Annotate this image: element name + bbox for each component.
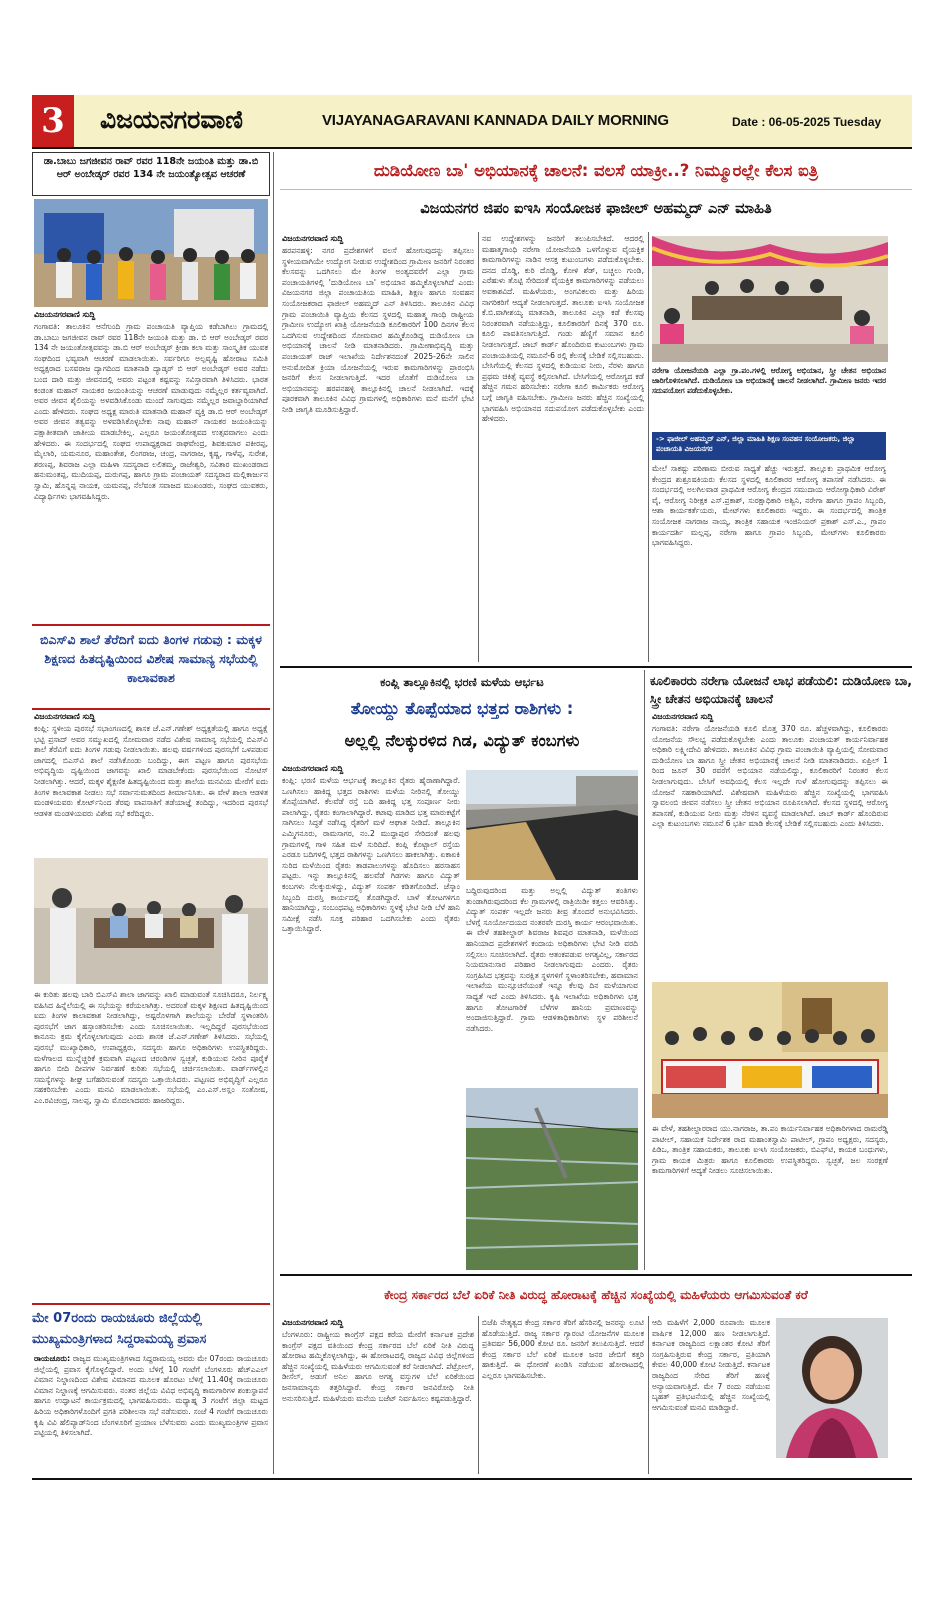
dudiyona-col2: ನವ ಉದ್ದೇಶಗಳನ್ನು ಜನರಿಗೆ ತಲುಪಿಸಬೇಕಿದೆ. ಆದರಲ್ಲಿ ಮಹಾತ್ಮಗಾಂಧಿ ನರೇಗಾ ಯೋಜನೆಯಡಿ ಒಳಗೊಳ್ಳುವ ವೈಯಕ್ತಿಕ ಕಾಮಗಾರಿಗಳನ್ನು ನಾಡಿನ ಆಸಕ್ತ ಕುಟುಂಬಗಳು ಪಡೆದುಕೊಳ್ಳಬೇಕು. ದನದ ದೊಡ್ಡಿ, ಕುರಿ ದೊಡ್ಡಿ, ಕೋಳಿ ಶೆಡ್, ಬಚ್ಚಲು ಗುಂಡಿ, ಎರೆಹುಳು ತೊಟ್ಟಿ ಸೇರಿದಂತೆ ವೈಯಕ್ತಿಕ ಕಾಮಗಾರಿಗಳನ್ನು ಪಡೆಯಲು ಅವಕಾಶವಿದೆ. ಮಹಿಳೆಯರು, ಅಂಗವಿಕಲರು ಮತ್ತು ಹಿರಿಯ ನಾಗರಿಕರಿಗೆ ಆದ್ಯತೆ ನೀಡಲಾಗುತ್ತದೆ. ತಾಲೂಕು ಐಇಸಿ ಸಂಯೋಜಕ ಕೆ.ಬಿ.ವಾಗೀಶಯ್ಯ ಮಾತನಾಡಿ, ತಾಲೂಕಿನ ಎಲ್ಲಾ ಕಡೆ ಕೆಲಸವು ನಿರಂತರವಾಗಿ ನಡೆಯುತ್ತಿದ್ದು, ಕೂಲಿಕಾರರಿಗೆ ದಿನಕ್ಕೆ 370 ರೂ. ಕೂಲಿ ಪಾವತಿಸಲಾಗುತ್ತಿದೆ. ಗಂಡು ಹೆಣ್ಣಿಗೆ ಸಮಾನ ಕೂಲಿ ನೀಡಲಾಗುತ್ತದೆ. ಜಾಬ್ ಕಾರ್ಡ್ ಹೊಂದಿರುವ ಕುಟುಂಬಗಳು ಗ್ರಾಮ ಪಂಚಾಯತಿಯಲ್ಲಿ ನಮೂನೆ-6 ರಲ್ಲಿ ಕೆಲಸಕ್ಕೆ ಬೇಡಿಕೆ ಸಲ್ಲಿಸಬಹುದು. ಬೇಸಿಗೆಯಲ್ಲಿ ಕೆಲಸದ ಸ್ಥಳದಲ್ಲಿ ಕುಡಿಯುವ ನೀರು, ನೆರಳು ಹಾಗೂ ಪ್ರಥಮ ಚಿಕಿತ್ಸೆ ವ್ಯವಸ್ಥೆ ಕಲ್ಪಿಸಲಾಗಿದೆ. ಬೇಸಿಗೆಯಲ್ಲಿ ಆರೋಗ್ಯದ ಕಡೆ ಹೆಚ್ಚಿನ ಗಮನ ಹರಿಸಬೇಕು: ನರೇಗಾ ಕೂಲಿ ಕಾರ್ಮಿಕರು ಆರೋಗ್ಯ ಬಗ್ಗೆ ಜಾಗೃತಿ ವಹಿಸಬೇಕು. ಗ್ರಾಮೀಣ ಜನರು ಹೆಚ್ಚಿನ ಸಂಖ್ಯೆಯಲ್ಲಿ ಭಾಗವಹಿಸಿ ಅಭಿಯಾನದ ಸದುಪಯೋಗ ಪಡೆದುಕೊಳ್ಳಬೇಕು ಎಂದು ಹೇಳಿದರು.	[482, 234, 644, 424]
nrega-headline: ಕೂಲಿಕಾರರು ನರೇಗಾ ಯೋಜನೆ ಲಾಭ ಪಡೆಯಲಿ: ದುಡಿಯೋಣ ಬಾ, ಸ್ತ್ರೀ ಚೇತನ ಅಭಿಯಾನಕ್ಕೆ ಚಾಲನೆ	[650, 674, 912, 706]
dudiyona-quote-credit: -> ಫಾಜೀಲ್ ಅಹಮ್ಮದ್ ಎನ್, ಜಿಲ್ಲಾ ಮಾಹಿತಿ ಶಿಕ್ಷಣ ಸಂವಹನ ಸಂಯೋಜಕರು, ಜಿಲ್ಲಾ ಪಂಚಾಯತಿ ವಿಜಯನಗರ	[652, 432, 886, 460]
cm-body-box	[34, 1354, 268, 1474]
nrega-photo	[652, 982, 888, 1118]
rain-photo-road	[466, 770, 638, 880]
school-body: ಕಂಪ್ಲಿ: ಸ್ಥಳೀಯ ಪುರಸಭೆ ಸಭಾಂಗಣದಲ್ಲಿ ಶಾಸಕ ಜೆ.ಎನ್.ಗಣೇಶ್ ಅಧ್ಯಕ್ಷತೆಯಲ್ಲಿ ಹಾಗೂ ಅಧ್ಯಕ್ಷೆ ಭಟ್ಟಿ ಪ್ರಸಾದ್ ಅವರ ಸಮ್ಮುಖದಲ್ಲಿ ಸೋಮವಾರ ನಡೆದ ವಿಶೇಷ ಸಾಮಾನ್ಯ ಸಭೆಯಲ್ಲಿ ಬಿಎಸ್‌ವಿ ಶಾಲೆ ತೆರೆವಿಗೆ ಐದು ತಿಂಗಳ ಗಡುವು ನೀಡಲಾಯಿತು. ಹಲವು ವರ್ಷಗಳಿಂದ ಪುರಸಭೆಗೆ ಒಳಪಡುವ ಜಾಗದಲ್ಲಿ ಬಿಎಸ್‌ವಿ ಶಾಲೆ ನಡೆಸಿಕೊಂಡು ಬಂದಿದ್ದು, ಈಗ ಪಟ್ಟಣ ಹಾಗೂ ಪುರಸಭೆಯ ಅಭಿವೃದ್ಧಿಯ ದೃಷ್ಟಿಯಿಂದ ಜಾಗವನ್ನು ಖಾಲಿ ಮಾಡಬೇಕೆಂದು ಪುರಸಭೆಯಿಂದ ನೋಟಿಸ್ ನೀಡಲಾಗಿತ್ತು. ಆದರೆ, ಮಕ್ಕಳ ಶೈಕ್ಷಣಿಕ ಹಿತದೃಷ್ಟಿಯಿಂದ ಮತ್ತು ಶಾಲೆಯ ಮನವಿಯ ಮೇರೆಗೆ ಐದು ತಿಂಗಳ ಕಾಲಾವಕಾಶ ನೀಡಲು ಸಭೆ ಸರ್ವಾನುಮತದಿಂದ ತೀರ್ಮಾನಿಸಿತು. ಈ ವೇಳೆ ಶಾಲಾ ಆಡಳಿತ ಮಂಡಳಿಯವರು ಕೋರ್ಟ್‌ನಿಂದ ತೆರವು ವಾಪಸಾತಿಗೆ ತಡೆಯಾಜ್ಞೆ ತಂದಿದ್ದು, ಇದರಿಂದ ಪುರಸಭೆ ಆಡಳಿತ ಮಂಡಳಿಯವರು ವಿಶೇಷ ಸಭೆ ಕರೆದಿದ್ದರು.	[34, 724, 268, 818]
rain-kicker: ಕಂಪ್ಲಿ ತಾಲ್ಲೂಕಿನಲ್ಲಿ ಭರಣಿ ಮಳೆಯ ಆರ್ಭಟ	[380, 675, 544, 689]
dudiyona-col3: ಮೇಲೆ ಸಾಕಷ್ಟು ಪರಿಣಾಮ ಬೀರುವ ಸಾಧ್ಯತೆ ಹೆಚ್ಚು ಇರುತ್ತದೆ. ತಾಲ್ಲೂಕು ಪ್ರಾಥಮಿಕ ಆರೋಗ್ಯ ಕೇಂದ್ರದ ಶುಶ್ರೂಷಕಿಯರು ಕೆಲಸದ ಸ್ಥಳದಲ್ಲಿ ಕೂಲಿಕಾರರ ಆರೋಗ್ಯ ತಪಾಸಣೆ ನಡೆಸಿದರು. ಈ ಸಂದರ್ಭದಲ್ಲಿ ಅಲಗಿಲವಾಡ ಪ್ರಾಥಮಿಕ ಆರೋಗ್ಯ ಕೇಂದ್ರದ ಸಮುದಾಯ ಆರೋಗ್ಯಾಧಿಕಾರಿ ವಿರೇಶ್ ವೈ, ಆರೋಗ್ಯ ನಿರೀಕ್ಷಕ ಎಸ್.ಪ್ರಕಾಶ್, ಸುರಕ್ಷಾಧಿಕಾರಿ ಅಶ್ವಿನಿ, ನರೇಗಾ ಹಾಗೂ ಗ್ರಾಪಂ ಸಿಬ್ಬಂದಿ, ಆಶಾ ಕಾರ್ಯಕರ್ತೆಯರು, ಮೇಟ್‌ಗಳು ಕೂಲಿಕಾರರು ಇದ್ದರು. ಈ ಸಂದರ್ಭದಲ್ಲಿ ತಾಂತ್ರಿಕ ಸಂಯೋಜಕ ನಾಗರಾಜ ನಾಯ್ಕ, ತಾಂತ್ರಿಕ ಸಹಾಯಕ ಇಂಜಿನಿಯರ್ ಪ್ರಕಾಶ್ ಎಸ್.ಎ., ಗ್ರಾಪಂ ಕಾರ್ಯದರ್ಶಿ ಮಲ್ಲಪ್ಪ, ನರೇಗಾ ಹಾಗೂ ಗ್ರಾಪಂ ಸಿಬ್ಬಂದಿ, ಮೇಟ್‌ಗಳು ಕೂಲಿಕಾರರು ಭಾಗವಹಿಸಿದ್ದರು.	[652, 464, 886, 548]
rule-above-protest	[280, 1274, 912, 1276]
dudiyona-photo-caption: ನರೇಗಾ ಯೋಜನೆಯಡಿ ಎಲ್ಲಾ ಗ್ರಾ.ಪಂ.ಗಳಲ್ಲಿ ಆರೋಗ್ಯ ಅಭಿಯಾನ, ಸ್ತ್ರೀ ಚೇತನ ಅಭಿಯಾನ ಜಾರಿಗೊಳಿಸಲಾಗಿದೆ. ದುಡಿಯೋಣ ಬಾ ಅಭಿಯಾನಕ್ಕೆ ಚಾಲನೆ ನೀಡಲಾಗಿದೆ. ಗ್ರಾಮೀಣ ಜನರು ಇದರ ಸದುಪಯೋಗ ಪಡೆದುಕೊಳ್ಳಬೇಕು.	[652, 366, 886, 395]
rain-byline: ವಿಜಯನಗರವಾಣಿ ಸುದ್ದಿ	[282, 764, 344, 773]
rain-col2: ಬದ್ದಿರುವುದರಿಂದ ಮತ್ತು ಅಲ್ಲಲ್ಲಿ ವಿದ್ಯುತ್ ತಂತಿಗಳು ತುಂಡಾಗಿರುವುದರಿಂದ ಕೆಲ ಗ್ರಾಮಗಳಲ್ಲಿ ರಾತ್ರಿಯಿಡೀ ಕತ್ತಲು ಆವರಿಸಿತ್ತು. ವಿದ್ಯುತ್ ಸಂಪರ್ಕ ಇಲ್ಲದೇ ಜನರು ತೀವ್ರ ತೊಂದರೆ ಅನುಭವಿಸಿದರು. ಬೆಳಗ್ಗೆ ಸೂರ್ಯೋದಯದ ನಂತರವೇ ದುರಸ್ತಿ ಕಾರ್ಯ ಆರಂಭವಾಯಿತು. ಈ ವೇಳೆ ತಹಶೀಲ್ದಾರ್ ಶಿವರಾಜ ಶಿವಪುರ ಮಾತನಾಡಿ, ಮಳೆಯಿಂದ ಹಾನಿಯಾದ ಪ್ರದೇಶಗಳಿಗೆ ಕಂದಾಯ ಅಧಿಕಾರಿಗಳು ಭೇಟಿ ನೀಡಿ ವರದಿ ಸಲ್ಲಿಸಲು ಸೂಚಿಸಲಾಗಿದೆ. ರೈತರು ಆತಂಕಪಡುವ ಅಗತ್ಯವಿಲ್ಲ, ಸರ್ಕಾರದ ನಿಯಮಾನುಸಾರ ಪರಿಹಾರ ನೀಡಲಾಗುವುದು ಎಂದರು. ರೈತರು ಸಂಗ್ರಹಿಸಿದ ಭತ್ತವನ್ನು ಸುರಕ್ಷಿತ ಸ್ಥಳಗಳಿಗೆ ಸ್ಥಳಾಂತರಿಸಬೇಕು, ಹವಾಮಾನ ಇಲಾಖೆಯ ಮುನ್ಸೂಚನೆಯಂತೆ ಇನ್ನೂ ಕೆಲವು ದಿನ ಮಳೆಯಾಗುವ ಸಾಧ್ಯತೆ ಇದೆ ಎಂದು ತಿಳಿಸಿದರು. ಕೃಷಿ ಇಲಾಖೆಯ ಅಧಿಕಾರಿಗಳು ಭತ್ತ ಹಾಗೂ ತೋಟಗಾರಿಕೆ ಬೆಳೆಗಳ ಹಾನಿಯ ಪ್ರಮಾಣವನ್ನು ಅಂದಾಜಿಸುತ್ತಿದ್ದಾರೆ. ಗ್ರಾಮ ಆಡಳಿತಾಧಿಕಾರಿಗಳು ಸ್ಥಳ ಪರಿಶೀಲನೆ ನಡೆಸಿದರು.	[466, 886, 638, 1033]
cm-body: ರಾಜ್ಯದ ಮುಖ್ಯಮಂತ್ರಿಗಳಾದ ಸಿದ್ದರಾಮಯ್ಯ ಅವರು ಮೇ 07ರಂದು ರಾಯಚೂರು ಜಿಲ್ಲೆಯಲ್ಲಿ ಪ್ರವಾಸ ಕೈಗೊಳ್ಳಲಿದ್ದಾರೆ. ಅಂದು ಬೆಳಿಗ್ಗೆ 10 ಗಂಟೆಗೆ ಬೆಂಗಳೂರು ಹೆಚ್‌ಎಎಲ್ ವಿಮಾನ ನಿಲ್ದಾಣದಿಂದ ವಿಶೇಷ ವಿಮಾನದ ಮೂಲಕ ಹೊರಟು ಬೆಳಿಗ್ಗೆ 11.40ಕ್ಕೆ ರಾಯಚೂರು ವಿಮಾನ ನಿಲ್ದಾಣಕ್ಕೆ ಆಗಮಿಸುವರು. ನಂತರ ಜಿಲ್ಲೆಯ ವಿವಿಧ ಅಭಿವೃದ್ಧಿ ಕಾಮಗಾರಿಗಳ ಶಂಕುಸ್ಥಾಪನೆ ಹಾಗೂ ಉದ್ಘಾಟನೆ ಕಾರ್ಯಕ್ರಮದಲ್ಲಿ ಭಾಗವಹಿಸುವರು. ಮಧ್ಯಾಹ್ನ 3 ಗಂಟೆಗೆ ಜಿಲ್ಲಾ ಮಟ್ಟದ ಹಿರಿಯ ಅಧಿಕಾರಿಗಳೊಂದಿಗೆ ಪ್ರಗತಿ ಪರಿಶೀಲನಾ ಸಭೆ ನಡೆಸುವರು. ಸಂಜೆ 4 ಗಂಟೆಗೆ ರಾಯಚೂರು ಕೃಷಿ ವಿವಿ ಹೆಲಿಪ್ಯಾಡ್‌ನಿಂದ ಬೆಂಗಳೂರಿಗೆ ಪ್ರಯಾಣ ಬೆಳೆಸುವರು ಎಂದು ಮುಖ್ಯಮಂತ್ರಿಗಳ ಪ್ರವಾಸ ಪಟ್ಟಿಯಲ್ಲಿ ತಿಳಿಸಲಾಗಿದೆ.	[34, 1354, 268, 1438]
school-byline: ವಿಜಯನಗರವಾಣಿ ಸುದ್ದಿ	[34, 712, 96, 721]
dudiyona-col1: ಹರಪನಹಳ್ಳಿ: ನಗರ ಪ್ರದೇಶಗಳಿಗೆ ವಲಸೆ ಹೋಗುವುದನ್ನು ತಪ್ಪಿಸಲು ಸ್ಥಳೀಯವಾಗಿಯೇ ಉದ್ಯೋಗ ನೀಡುವ ಉದ್ದೇಶದಿಂದ ಗ್ರಾಮೀಣ ಜನರಿಗೆ ನಿರಂತರ ಕೆಲಸವನ್ನು ಒದಗಿಸಲು ಮೇ ತಿಂಗಳ ಅಂತ್ಯದವರೆಗೆ ಎಲ್ಲಾ ಗ್ರಾಮ ಪಂಚಾಯತಿಗಳಲ್ಲಿ 'ದುಡಿಯೋಣ ಬಾ' ಅಭಿಯಾನ ಹಮ್ಮಿಕೊಳ್ಳಲಾಗಿದೆ ಎಂದು ವಿಜಯನಗರ ಜಿಲ್ಲಾ ಪಂಚಾಯತಿಯ ಮಾಹಿತಿ, ಶಿಕ್ಷಣ ಹಾಗೂ ಸಂವಹನ ಸಂಯೋಜಕರಾದ ಫಾಜೀಲ್ ಅಹಮ್ಮದ್ ಎನ್ ತಿಳಿಸಿದರು. ತಾಲೂಕಿನ ವಿವಿಧ ಗ್ರಾಮ ಪಂಚಾಯಿತಿ ವ್ಯಾಪ್ತಿಯ ಕೆಲಸದ ಸ್ಥಳದಲ್ಲಿ ಮಹಾತ್ಮ ಗಾಂಧಿ ರಾಷ್ಟ್ರೀಯ ಗ್ರಾಮೀಣ ಉದ್ಯೋಗ ಖಾತ್ರಿ ಯೋಜನೆಯಡಿ ಕೂಲಿಕಾರರಿಗೆ 100 ದಿನಗಳ ಕೆಲಸ ಒದಗಿಸುವ ಉದ್ದೇಶದಿಂದ ಸೋಮವಾರ ಹಮ್ಮಿಕೊಂಡಿದ್ದ ದುಡಿಯೋಣ ಬಾ ಅಭಿಯಾನಕ್ಕೆ ಚಾಲನೆ ನೀಡಿ ಮಾತನಾಡಿದರು. ಗ್ರಾಮೀಣಾಭಿವೃದ್ಧಿ ಮತ್ತು ಪಂಚಾಯತ್ ರಾಜ್ ಇಲಾಖೆಯ ನಿರ್ದೇಶನದಂತೆ 2025-26ನೇ ಸಾಲಿನ ಅನುಮೋದಿತ ಕ್ರಿಯಾ ಯೋಜನೆಯಲ್ಲಿ ಇರುವ ಕಾಮಗಾರಿಗಳನ್ನು ಪ್ರಾರಂಭಿಸಿ ಜನರಿಗೆ ಕೆಲಸ ನೀಡಲಾಗುತ್ತಿದೆ. ಇದರ ಜೊತೆಗೆ ದುಡಿಯೋಣ ಬಾ ಅಭಿಯಾನವನ್ನು ಹರಪನಹಳ್ಳಿ ತಾಲ್ಲೂಕಿನಲ್ಲಿ ಚಾಲನೆ ನೀಡಲಾಗಿದೆ. ಇದಕ್ಕೆ ಪೂರಕವಾಗಿ ತಾಲೂಕಿನ ವಿವಿಧ ಗ್ರಾಮಗಳಲ್ಲಿ ಅಧಿಕಾರಿಗಳು ಮನೆ ಮನೆಗೆ ಭೇಟಿ ನೀಡಿ ಜಾಗೃತಿ ಮೂಡಿಸುತ್ತಿದ್ದಾರೆ.	[282, 246, 474, 414]
page-bottom-rule	[32, 1478, 912, 1480]
column-rule-dudiyona-1	[478, 232, 479, 662]
jagjivan-body: ಗಂಗಾವತಿ: ತಾಲೂಕಿನ ಆನೆಗುಂದಿ ಗ್ರಾಮ ಪಂಚಾಯತಿ ವ್ಯಾಪ್ತಿಯ ಕಡೆಬಾಗಿಲು ಗ್ರಾಮದಲ್ಲಿ ಡಾ.ಬಾಬು ಜಗಜೀವನ ರಾವ್ ರವರ 118ನೇ ಜಯಂತಿ ಮತ್ತು ಡಾ. ಬಿ ಆರ್ ಅಂಬೇಡ್ಕರ್ ರವರ 134 ನೇ ಜಯಂತೋತ್ಸವವನ್ನು ಡಾ.ಬಿ ಆರ್ ಅಂಬೇಡ್ಕರ್ ಕ್ರೀಡಾ ಕಲಾ ಮತ್ತು ಸಾಂಸ್ಕೃತಿಕ ಯುವಕ ಸಂಘದಿಂದ ಭವ್ಯವಾಗಿ ಆಚರಣೆ ಮಾಡಲಾಯಿತು. ಸರ್ವರಿಗೂ ಅಲ್ಪವೃಷ್ಟಿ ಹೋರಾಟ ಸಮಿತಿ ಅಧ್ಯಕ್ಷರಾದ ಬಸವರಾಜ ದ್ಯಾಗದಿಂದ ಮಾತನಾಡಿ ದ್ಯಾಡ್ಕರ್ ಬಿ ಆರ್ ಅಂಬೇಡ್ಕರ್ ಅವರ ನಡೆದು ಬಂದ ದಾರಿ ಮತ್ತು ಜೀವನದಲ್ಲಿ ಅವರು ಪಟ್ಟಂತ ಕಷ್ಟವನ್ನು ಸವಿಸ್ತಾರವಾಗಿ ತಿಳಿಸಿದರು. ಭಾರತ ಕಂಡಂತ ಮಹಾನ್ ನಾಯಕರ ಜಯಂತಿಯನ್ನು ಆಚರಣೆ ಮಾಡುವುದು ನಮ್ಮೆಲ್ಲರ ಕರ್ತವ್ಯವಾಗಿದೆ. ಅವರ ಜೀವನ ಶೈಲಿಯನ್ನು ಅಳವಡಿಸಿಕೊಂಡು ಮುಂದೆ ಸಾಗುವುದು ನಮ್ಮೆಲ್ಲರ ಜವಾಬ್ದಾರಿಯಾಗಿದೆ ಎಂದು ಹೇಳಿದರು. ಸಂಘದ ಅಧ್ಯಕ್ಷ ಮಾರುತಿ ಮಾತನಾಡಿ ಮಹಾನ್ ವ್ಯಕ್ತಿ ಡಾ.ಬಿ ಆರ್ ಅಂಬೇಡ್ಕರ್ ಅವರ ಜೀವನ ತತ್ವವನ್ನು ಅಳವಡಿಸಿಕೊಳ್ಳಬೇಕು ನಾವು ಮಹಾನ್ ನಾಯಕರ ಜಯಂತಿಯನ್ನು ಪಕ್ಷಾತೀತವಾಗಿ ಜಾತೀಯ ಮಾಡಬೇಕಿಲ್ಲ. ಎಲ್ಲರೂ ಜಯಂತೋತ್ಸವದ ಉತ್ಸವವಾಗಲು ಎಂದು ಹೇಳಿದರು. ಈ ಸಂದರ್ಭದಲ್ಲಿ ಸಂಘದ ಉಪಾಧ್ಯಕ್ಷರಾದ ರಾಘವೇಂದ್ರ, ಶಿವಕುಮಾರ ಪಕೀರಪ್ಪ, ಮೈಲಾರಿ, ಯಮನೂರ, ಮಹಾಂತೇಶ, ಲಿಂಗರಾಜ, ಚಂದ್ರ, ನಾಗರಾಜ, ಕೃಷ್ಣ, ಗಾಳೆಪ್ಪ, ಸುರೇಶ, ಶರಣಪ್ಪ, ಶಿವರಾಜ ಎಲ್ಲಾ ಮಹಿಳಾ ಸದಸ್ಯರಾದ ಲಲಿತಮ್ಮ, ರಾಜೇಶ್ವರಿ, ಸವಿತಾರ ಮುಖಂಡರಾದ ಹನುಮಂತಪ್ಪ, ಮುದಿಯಪ್ಪ, ದುರುಗಪ್ಪ, ಹಾಗೂ ಗ್ರಾಮ ಪಂಚಾಯತ್ ಸದಸ್ಯರಾದ ಮಲ್ಲಿಕಾರ್ಜುನ ಸ್ವಾಮಿ, ಹೊನ್ನಪ್ಪ ನಾಯಕ, ಯಮನಪ್ಪ, ನೆಲೆವಂತ ಸವಾಜದ ಮುಖಂಡರು, ಸಂಘದ ಯುವಕರು, ವಿದ್ಯಾರ್ಥಿಗಳು ಭಾಗವಹಿಸಿದ್ದರು.	[34, 322, 268, 501]
dudiyona-photo	[652, 236, 888, 362]
paper-name-english: VIJAYANAGARAVANI KANNADA DAILY MORNING	[322, 112, 669, 129]
cm-byline: ರಾಯಚೂರು:	[34, 1354, 71, 1363]
column-rule-protest-2	[648, 1316, 649, 1474]
page-number: 3	[32, 95, 74, 147]
column-rule-left	[273, 152, 274, 1474]
dudiyona-subheadline: ವಿಜಯನಗರ ಜಿಪಂ ಐಇಸಿ ಸಂಯೋಜಕ ಫಾಜೀಲ್ ಅಹಮ್ಮದ್ ಎನ್ ಮಾಹಿತಿ	[420, 201, 772, 217]
school-photo	[34, 858, 268, 984]
column-rule-rain	[644, 670, 645, 1270]
jagjivan-headline: ಡಾ.ಬಾಬು ಜಗಜೀವನ ರಾವ್ ರವರ 118ನೇ ಜಯಂತಿ ಮತ್ತು ಡಾ.ಬಿ ಆರ್ ಅಂಬೇಡ್ಕರ್ ರವರ 134 ನೇ ಜಯಂತ್ಯೋತ್ಸವ ಆಚರಣೆ	[32, 152, 270, 196]
rain-subheadline: ಅಲ್ಲಲ್ಲಿ ನೆಲಕ್ಕುರಳಿದ ಗಿಡ, ವಿದ್ಯುತ್ ಕಂಬಗಳು	[344, 731, 580, 750]
dudiyona-byline: ವಿಜಯನಗರವಾಣಿ ಸುದ್ದಿ	[282, 234, 344, 243]
rule-under-dudiyona	[280, 666, 912, 668]
cm-headline-box	[32, 1303, 270, 1353]
school-headline-box	[32, 624, 270, 710]
school-headline: ಬಿಎಸ್‌ವಿ ಶಾಲೆ ತೆರೆದಿಗೆ ಐದು ತಿಂಗಳ ಗಡುವು : ಮಕ್ಕಳ ಶಿಕ್ಷಣದ ಹಿತದೃಷ್ಟಿಯಿಂದ ವಿಶೇಷ ಸಾಮಾನ್ಯ ಸಭೆಯಲ್ಲಿ ಕಾಲಾವಕಾಶ	[40, 632, 262, 685]
jagjivan-byline: ವಿಜಯನಗರವಾಣಿ ಸುದ್ದಿ	[34, 310, 96, 319]
nrega-byline: ವಿಜಯನಗರವಾಣಿ ಸುದ್ದಿ	[652, 712, 714, 721]
nrega-body: ಗಂಗಾವತಿ: ನರೇಗಾ ಯೋಜನೆಯಡಿ ಕೂಲಿ ಮೊತ್ತ 370 ರೂ. ಹೆಚ್ಚಳವಾಗಿದ್ದು, ಕೂಲಿಕಾರರು ಯೋಜನೆಯ ಸೌಲಭ್ಯ ಪಡೆದುಕೊಳ್ಳಬೇಕು ಎಂದು ತಾಲೂಕು ಪಂಚಾಯತ್ ಕಾರ್ಯನಿರ್ವಾಹಕ ಅಧಿಕಾರಿ ಲಕ್ಷ್ಮೀದೇವಿ ಹೇಳಿದರು. ತಾಲೂಕಿನ ವಿವಿಧ ಗ್ರಾಮ ಪಂಚಾಯಿತಿ ವ್ಯಾಪ್ತಿಯಲ್ಲಿ ಸೋಮವಾರ ದುಡಿಯೋಣ ಬಾ ಹಾಗೂ ಸ್ತ್ರೀ ಚೇತನ ಅಭಿಯಾನಕ್ಕೆ ಚಾಲನೆ ನೀಡಿ ಮಾತನಾಡಿದರು. ಏಪ್ರಿಲ್ 1 ರಿಂದ ಜೂನ್ 30 ರವರೆಗೆ ಅಭಿಯಾನ ನಡೆಯಲಿದ್ದು, ಕೂಲಿಕಾರರಿಗೆ ನಿರಂತರ ಕೆಲಸ ನೀಡಲಾಗುವುದು. ಬೇಸಿಗೆ ಅವಧಿಯಲ್ಲಿ ಕೆಲಸ ಇಲ್ಲದೇ ಗುಳೆ ಹೋಗುವುದನ್ನು ತಪ್ಪಿಸಲು ಈ ಯೋಜನೆ ಸಹಕಾರಿಯಾಗಿದೆ. ವಿಶೇಷವಾಗಿ ಮಹಿಳೆಯರು ಹೆಚ್ಚಿನ ಸಂಖ್ಯೆಯಲ್ಲಿ ಭಾಗವಹಿಸಿ ಸ್ವಾವಲಂಬಿ ಜೀವನ ನಡೆಸಲು ಸ್ತ್ರೀ ಚೇತನ ಅಭಿಯಾನ ರೂಪಿಸಲಾಗಿದೆ. ಕೆಲಸದ ಸ್ಥಳದಲ್ಲಿ ಆರೋಗ್ಯ ತಪಾಸಣೆ, ಕುಡಿಯುವ ನೀರು ಮತ್ತು ನೆರಳಿನ ವ್ಯವಸ್ಥೆ ಮಾಡಲಾಗಿದೆ. ಜಾಬ್ ಕಾರ್ಡ್ ಹೊಂದಿರುವ ಎಲ್ಲಾ ಕುಟುಂಬಗಳು ನಮೂನೆ 6 ಭರ್ತಿ ಮಾಡಿ ಕೆಲಸಕ್ಕೆ ಬೇಡಿಕೆ ಸಲ್ಲಿಸಬಹುದು ಎಂದು ತಿಳಿಸಿದರು.	[652, 724, 888, 829]
rain-photo-field	[466, 1088, 638, 1270]
issue-date: Date : 06-05-2025 Tuesday	[732, 115, 882, 129]
protest-col3: ಆದಿ ಮಹಿಳೆಗೆ 2,000 ರೂಪಾಯಿ ಮೂಲಕ ವಾರ್ಷಿಕ 12,000 ಹಣ ನೀಡಲಾಗುತ್ತಿದೆ. ಕರ್ನಾಟಕ ರಾಜ್ಯದಿಂದ ಲಕ್ಷಾಂತರ ಕೋಟಿ ತೆರಿಗೆ ಸಂಗ್ರಹಿಸುತ್ತಿರುವ ಕೇಂದ್ರ ಸರ್ಕಾರ, ಪ್ರತಿಯಾಗಿ ಕೇವಲ 40,000 ಕೋಟಿ ನೀಡುತ್ತಿದೆ. ಕರ್ನಾಟಕ ರಾಜ್ಯದಿಂದ ಸೇರಿದ ತೆರಿಗೆ ಹಣಕ್ಕೆ ಅನ್ಯಾಯವಾಗುತ್ತಿದೆ. ಮೇ 7 ರಂದು ನಡೆಯುವ ಬೃಹತ್ ಪ್ರತಿಭಟನೆಯಲ್ಲಿ ಹೆಚ್ಚಿನ ಸಂಖ್ಯೆಯಲ್ಲಿ ಆಗಮಿಸುವಂತೆ ಮನವಿ ಮಾಡಿದ್ದಾರೆ.	[652, 1318, 770, 1412]
school-body-continued: ಈ ಕುರಿತು ಹಲವು ಬಾರಿ ಬಿಎಸ್‌ವಿ ಶಾಲಾ ಜಾಗವನ್ನು ಖಾಲಿ ಮಾಡುವಂತೆ ಸೂಚಿಸಿದರೂ, ನಿರ್ಲಕ್ಷ್ಯ ವಹಿಸಿದ ಹಿನ್ನೆಲೆಯಲ್ಲಿ ಈ ಸಭೆಯನ್ನು ಕರೆಯಲಾಗಿತ್ತು. ಅದರಂತೆ ಮಕ್ಕಳ ಶಿಕ್ಷಣದ ಹಿತದೃಷ್ಟಿಯಿಂದ ಐದು ತಿಂಗಳ ಕಾಲಾವಕಾಶ ನೀಡಲಾಗಿದ್ದು, ಅಷ್ಟರೊಳಗಾಗಿ ಶಾಲೆಯನ್ನು ಬೇರೆಡೆ ಸ್ಥಳಾಂತರಿಸಿ ಪುರಸಭೆಗೆ ಜಾಗ ಹಸ್ತಾಂತರಿಸಬೇಕು ಎಂದು ಸೂಚಿಸಲಾಯಿತು. ಇಲ್ಲದಿದ್ದರೆ ಪುರಸಭೆಯಿಂದ ಕಾನೂನು ಕ್ರಮ ಕೈಗೊಳ್ಳಲಾಗುವುದು ಎಂದು ಶಾಸಕ ಜೆ.ಎನ್.ಗಣೇಶ್ ತಿಳಿಸಿದರು. ಸಭೆಯಲ್ಲಿ ಪುರಸಭೆ ಮುಖ್ಯಾಧಿಕಾರಿ, ಉಪಾಧ್ಯಕ್ಷರು, ಸದಸ್ಯರು ಹಾಗೂ ಅಧಿಕಾರಿಗಳು ಉಪಸ್ಥಿತರಿದ್ದರು. ಮಳೆಗಾಲದ ಮುನ್ನೆಚ್ಚರಿಕೆ ಕ್ರಮವಾಗಿ ಪಟ್ಟಣದ ಚರಂಡಿಗಳ ಸ್ವಚ್ಛತೆ, ಕುಡಿಯುವ ನೀರಿನ ಪೂರೈಕೆ ಹಾಗೂ ಬೀದಿ ದೀಪಗಳ ನಿರ್ವಹಣೆ ಕುರಿತು ಸಭೆಯಲ್ಲಿ ಚರ್ಚಿಸಲಾಯಿತು. ವಾರ್ಡ್‌ಗಳಲ್ಲಿನ ಸಮಸ್ಯೆಗಳನ್ನು ಶೀಘ್ರ ಬಗೆಹರಿಸುವಂತೆ ಸದಸ್ಯರು ಒತ್ತಾಯಿಸಿದರು. ಪಟ್ಟಣದ ಅಭಿವೃದ್ಧಿಗೆ ಎಲ್ಲರೂ ಸಹಕರಿಸಬೇಕು ಎಂದು ಮನವಿ ಮಾಡಲಾಯಿತು. ಸಭೆಯಲ್ಲಿ ಎಂ.ಎಸ್.ಅಸ್ಲಂ ಸಂತೋಷ, ಎಂ.ರವಿಚಂದ್ರ, ಸಾಲಪ್ಪ, ಸ್ವಾಮಿ ಮೊದಲಾದವರು ಹಾಜರಿದ್ದರು.	[34, 990, 268, 1105]
dudiyona-headline: ದುಡಿಯೋಣ ಬಾ' ಅಭಿಯಾನಕ್ಕೆ ಚಾಲನೆ: ವಲಸೆ ಯಾಕ್ರೀ..? ನಿಮ್ಮೂರಲ್ಲೇ ಕೆಲಸ ಐತ್ರಿ	[280, 153, 912, 190]
protest-byline: ವಿಜಯನಗರವಾಣಿ ಸುದ್ದಿ	[282, 1318, 344, 1327]
paper-name-kannada: ವಿಜಯನಗರವಾಣಿ	[100, 105, 243, 134]
column-rule-dudiyona-2	[648, 232, 649, 662]
nrega-body-continued: ಈ ವೇಳೆ, ತಹಶೀಲ್ದಾರರಾದ ಯು.ನಾಗರಾಜ, ತಾ.ಪಂ ಕಾರ್ಯನಿರ್ವಾಹಕ ಅಧಿಕಾರಿಗಳಾದ ರಾಮರೆಡ್ಡಿ ಪಾಟೀಲ್, ಸಹಾಯಕ ನಿರ್ದೇಶಕ ರಾದ ಮಹಾಂತಸ್ವಾಮಿ ಪಾಟೀಲ್, ಗ್ರಾಪಂ ಅಧ್ಯಕ್ಷರು, ಸದಸ್ಯರು, ಪಿಡಿಒ, ತಾಂತ್ರಿಕ ಸಹಾಯಕರು, ತಾಲೂಕು ಐಇಸಿ ಸಂಯೋಜಕರು, ಬಿಎಫ್‌ಟಿ, ಕಾಯಕ ಬಂಧುಗಳು, ಗ್ರಾಮ ಕಾಯಕ ಮಿತ್ರರು ಹಾಗೂ ಕೂಲಿಕಾರರು ಉಪಸ್ಥಿತರಿದ್ದರು. ಸ್ವಚ್ಛತೆ, ಜಲ ಸಂರಕ್ಷಣೆ ಕಾಮಗಾರಿಗಳಿಗೆ ಆದ್ಯತೆ ನೀಡಲು ಸೂಚಿಸಲಾಯಿತು.	[652, 1124, 888, 1176]
cm-headline: ಮೇ 07ರಂದು ರಾಯಚೂರು ಜಿಲ್ಲೆಯಲ್ಲಿ ಮುಖ್ಯಮಂತ್ರಿಗಳಾದ ಸಿದ್ದರಾಮಯ್ಯ ಪ್ರವಾಸ	[32, 1311, 207, 1347]
rain-headline: ತೋಯ್ದು ತೊಪ್ಪೆಯಾದ ಭತ್ತದ ರಾಶಿಗಳು :	[350, 699, 574, 718]
protest-headline: ಕೇಂದ್ರ ಸರ್ಕಾರದ ಬೆಲೆ ಏರಿಕೆ ನೀತಿ ವಿರುದ್ಧ ಹೋರಾಟಕ್ಕೆ ಹೆಚ್ಚಿನ ಸಂಖ್ಯೆಯಲ್ಲಿ ಮಹಿಳೆಯರು ಆಗಮಿಸುವಂತೆ ಕರೆ	[384, 1288, 808, 1302]
protest-col2: ಬಿಜೆಪಿ ನೇತೃತ್ವದ ಕೇಂದ್ರ ಸರ್ಕಾರ ತೆರಿಗೆ ಹೆಸರಿನಲ್ಲಿ ಜನರನ್ನು ಲೂಟಿ ಹೊಡೆಯುತ್ತಿದೆ. ರಾಜ್ಯ ಸರ್ಕಾರ ಗ್ಯಾರಂಟಿ ಯೋಜನೆಗಳ ಮೂಲಕ ಪ್ರತಿವರ್ಷ 56,000 ಕೋಟಿ ರೂ. ಜನರಿಗೆ ತಲುಪಿಸುತ್ತಿದೆ. ಆದರೆ ಕೇಂದ್ರ ಸರ್ಕಾರ ಬೆಲೆ ಏರಿಕೆ ಮೂಲಕ ಜನರ ಜೇಬಿಗೆ ಕತ್ತರಿ ಹಾಕುತ್ತಿದೆ. ಈ ಧೋರಣೆ ಖಂಡಿಸಿ ನಡೆಯುವ ಹೋರಾಟದಲ್ಲಿ ಎಲ್ಲರೂ ಭಾಗವಹಿಸಬೇಕು.	[482, 1318, 644, 1380]
rain-col1: ಕಂಪ್ಲಿ: ಭರಣಿ ಮಳೆಯ ಆರ್ಭಟಕ್ಕೆ ತಾಲ್ಲೂಕಿನ ರೈತರು ಹೈರಾಣಾಗಿದ್ದಾರೆ. ಒಣಗಿಸಲು ಹಾಕಿದ್ದ ಭತ್ತದ ರಾಶಿಗಳು ಮಳೆಯ ನೀರಿನಲ್ಲಿ ತೋಯ್ದು ತೊಪ್ಪೆಯಾಗಿವೆ. ಕೆಲವೆಡೆ ರಸ್ತೆ ಬದಿ ಹಾಕಿದ್ದ ಭತ್ತ ಸಂಪೂರ್ಣ ನೀರು ಪಾಲಾಗಿದ್ದು, ರೈತರು ಕಂಗಾಲಾಗಿದ್ದಾರೆ. ಕಟಾವು ಮಾಡಿದ ಭತ್ತ ಮಾರುಕಟ್ಟೆಗೆ ಸಾಗಿಸಲು ಸಿದ್ಧತೆ ನಡೆಸಿದ್ದ ರೈತರಿಗೆ ಮಳೆ ಆಘಾತ ನೀಡಿದೆ. ತಾಲ್ಲೂಕಿನ ಎಮ್ಮಿಗನೂರು, ರಾಮಸಾಗರ, ನಂ.2 ಮುದ್ದಾಪುರ ಸೇರಿದಂತೆ ಹಲವು ಗ್ರಾಮಗಳಲ್ಲಿ ಗಾಳಿ ಸಹಿತ ಮಳೆ ಸುರಿದಿದೆ. ಕಂಪ್ಲಿ ಕೊಟ್ಟಾಲ್ ರಸ್ತೆಯ ಎರಡೂ ಬದಿಗಳಲ್ಲಿ ಭತ್ತದ ರಾಶಿಗಳನ್ನು ಒಣಗಿಸಲು ಹಾಕಲಾಗಿತ್ತು. ಏಕಾಏಕಿ ಸುರಿದ ಮಳೆಯಿಂದ ರೈತರು ತಾಡಪಾಲುಗಳನ್ನು ಹೊದಿಸಲು ಹರಸಾಹಸ ಪಟ್ಟರು. ಇನ್ನು ತಾಲ್ಲೂಕಿನಲ್ಲಿ ಹಲವೆಡೆ ಗಿಡಗಳು ಹಾಗೂ ವಿದ್ಯುತ್ ಕಂಬಗಳು ನೆಲಕ್ಕುರುಳಿದ್ದು, ವಿದ್ಯುತ್ ಸಂಪರ್ಕ ಕಡಿತಗೊಂಡಿದೆ. ಜೆಸ್ಕಾಂ ಸಿಬ್ಬಂದಿ ದುರಸ್ತಿ ಕಾರ್ಯದಲ್ಲಿ ತೊಡಗಿದ್ದಾರೆ. ಬಾಳೆ ತೋಟಗಳಿಗೂ ಹಾನಿಯಾಗಿದ್ದು, ಸಂಬಂಧಪಟ್ಟ ಅಧಿಕಾರಿಗಳು ಸ್ಥಳಕ್ಕೆ ಭೇಟಿ ನೀಡಿ ಬೆಳೆ ಹಾನಿ ಸಮೀಕ್ಷೆ ನಡೆಸಿ ಸೂಕ್ತ ಪರಿಹಾರ ಒದಗಿಸಬೇಕು ಎಂದು ರೈತರು ಒತ್ತಾಯಿಸಿದ್ದಾರೆ.	[282, 776, 460, 934]
column-rule-protest-1	[478, 1316, 479, 1474]
protest-col1: ಬೆಂಗಳೂರು: ರಾಷ್ಟ್ರೀಯ ಕಾಂಗ್ರೆಸ್ ಪಕ್ಷದ ಕರೆಯ ಮೇರೆಗೆ ಕರ್ನಾಟಕ ಪ್ರದೇಶ ಕಾಂಗ್ರೆಸ್ ಪಕ್ಷದ ವತಿಯಿಂದ ಕೇಂದ್ರ ಸರ್ಕಾರದ ಬೆಲೆ ಏರಿಕೆ ನೀತಿ ವಿರುದ್ಧ ಹೋರಾಟ ಹಮ್ಮಿಕೊಳ್ಳಲಾಗಿದ್ದು, ಈ ಹೋರಾಟದಲ್ಲಿ ರಾಜ್ಯದ ವಿವಿಧ ಜಿಲ್ಲೆಗಳಿಂದ ಹೆಚ್ಚಿನ ಸಂಖ್ಯೆಯಲ್ಲಿ ಮಹಿಳೆಯರು ಆಗಮಿಸುವಂತೆ ಕರೆ ನೀಡಲಾಗಿದೆ. ಪೆಟ್ರೋಲ್, ಡೀಸೆಲ್, ಅಡುಗೆ ಅನಿಲ ಹಾಗೂ ಅಗತ್ಯ ವಸ್ತುಗಳ ಬೆಲೆ ಏರಿಕೆಯಿಂದ ಜನಸಾಮಾನ್ಯರು ತತ್ತರಿಸಿದ್ದಾರೆ. ಕೇಂದ್ರ ಸರ್ಕಾರ ಜನವಿರೋಧಿ ನೀತಿ ಅನುಸರಿಸುತ್ತಿದೆ. ಮಹಿಳೆಯರು ಮನೆಯ ಬಜೆಟ್ ನಿರ್ವಹಿಸಲು ಕಷ್ಟಪಡುತ್ತಿದ್ದಾರೆ.	[282, 1330, 474, 1403]
jagjivan-photo	[34, 199, 268, 307]
masthead	[32, 95, 912, 149]
protest-portrait	[776, 1318, 888, 1458]
